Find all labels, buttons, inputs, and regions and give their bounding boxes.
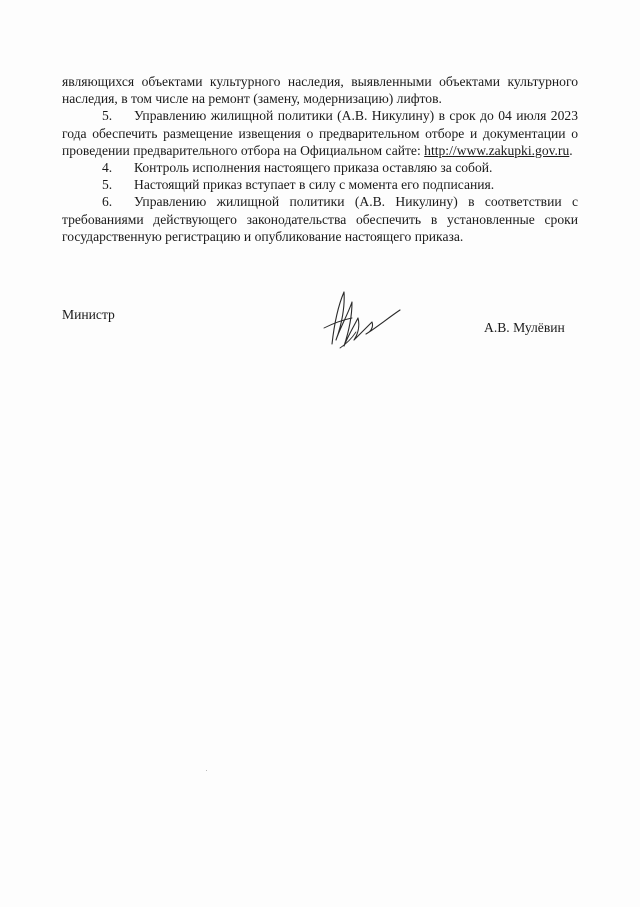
handwritten-signature — [318, 288, 402, 350]
position-title: Министр — [62, 307, 115, 322]
paragraph-item-3 — [62, 176, 578, 193]
paragraph-item-4 — [62, 193, 578, 245]
item-number: 6. — [102, 194, 113, 210]
item-text: Управлению жилищной политики (А.В. Никулину) в соответствии с требованиями действующего законодательства обеспечить в установленные сроки государственную регистрацию и опубликование настоящего приказа. — [62, 194, 578, 244]
item-number: 4. — [102, 160, 113, 176]
item-number: 5. — [102, 108, 113, 124]
scan-speck — [206, 770, 207, 771]
paragraph-item-1 — [62, 107, 578, 159]
paragraph-item-2 — [62, 159, 578, 176]
item-text-end: . — [569, 142, 573, 158]
item-text: Настоящий приказ вступает в силу с момента его подписания. — [134, 177, 495, 193]
signer-name: А.В. Мулёвин — [484, 320, 565, 335]
document-body — [62, 73, 578, 245]
paragraph-continuation: являющихся объектами культурного наследия, выявленными объектами культурного наследия, в том числе на ремонт (замену, модернизацию) лифтов. — [62, 74, 578, 107]
item-text: Управлению жилищной политики (А.В. Никулину) в срок до 04 июля 2023 года обеспечить размещение извещения о предварительном отборе и документации о проведении предварительного отбора на Официальном сайте: — [62, 108, 578, 158]
item-number: 5. — [102, 177, 113, 193]
item-text: Контроль исполнения настоящего приказа оставляю за собой. — [134, 160, 493, 176]
zakupki-link[interactable]: http://www.zakupki.gov.ru — [424, 142, 570, 158]
